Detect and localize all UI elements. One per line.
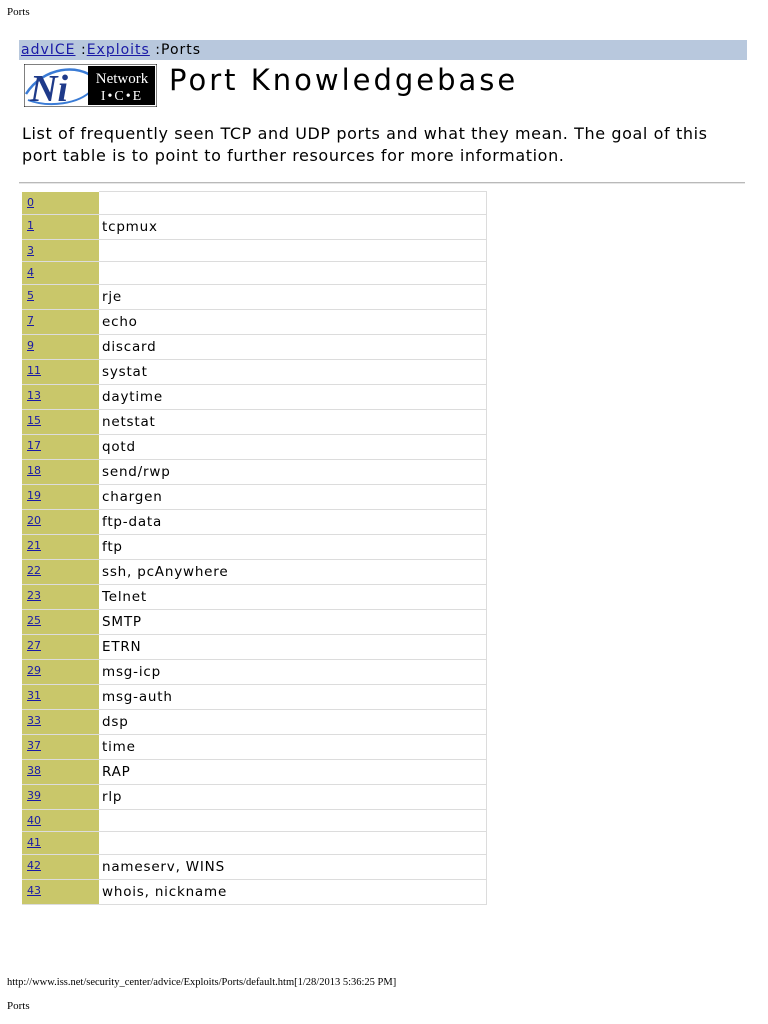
port-link[interactable]: 23 <box>27 588 41 602</box>
port-service-cell: qotd <box>99 434 487 459</box>
port-service-cell: whois, nickname <box>99 879 487 904</box>
table-row <box>22 359 487 384</box>
port-number-cell <box>22 659 99 684</box>
table-row <box>22 192 487 215</box>
port-link[interactable]: 37 <box>27 738 41 752</box>
intro-paragraph: List of frequently seen TCP and UDP ports and what they mean. The goal of this port table is to point to further resources for more information. <box>22 124 708 165</box>
port-number-cell <box>22 309 99 334</box>
port-number-cell <box>22 609 99 634</box>
breadcrumb <box>19 40 747 60</box>
port-link[interactable]: 43 <box>27 883 41 897</box>
port-service-cell: RAP <box>99 759 487 784</box>
port-service-cell: ETRN <box>99 634 487 659</box>
port-service-cell: ssh, pcAnywhere <box>99 559 487 584</box>
table-row <box>22 409 487 434</box>
port-link[interactable]: 21 <box>27 538 41 552</box>
port-service-cell: dsp <box>99 709 487 734</box>
table-row <box>22 262 487 285</box>
port-number-cell <box>22 879 99 904</box>
page-title: Port Knowledgebase <box>169 63 519 97</box>
breadcrumb-separator: : <box>149 42 162 58</box>
port-number-cell <box>22 509 99 534</box>
port-number-cell <box>22 284 99 309</box>
print-footer-title: Ports <box>7 1000 30 1012</box>
port-number-cell <box>22 734 99 759</box>
table-row <box>22 879 487 904</box>
table-row <box>22 309 487 334</box>
port-link[interactable]: 17 <box>27 438 41 452</box>
table-row <box>22 284 487 309</box>
port-number-cell <box>22 759 99 784</box>
port-service-cell <box>99 239 487 262</box>
port-service-cell: msg-auth <box>99 684 487 709</box>
table-row <box>22 534 487 559</box>
port-number-cell <box>22 684 99 709</box>
port-service-cell: systat <box>99 359 487 384</box>
table-row <box>22 759 487 784</box>
horizontal-rule <box>19 182 745 184</box>
port-table <box>22 191 487 905</box>
port-service-cell: SMTP <box>99 609 487 634</box>
port-service-cell: send/rwp <box>99 459 487 484</box>
port-service-cell: chargen <box>99 484 487 509</box>
port-service-cell: ftp-data <box>99 509 487 534</box>
table-row <box>22 509 487 534</box>
port-link[interactable]: 29 <box>27 663 41 677</box>
table-row <box>22 809 487 832</box>
logo-word-network: Network <box>95 71 149 87</box>
table-row <box>22 334 487 359</box>
table-row <box>22 659 487 684</box>
port-number-cell <box>22 584 99 609</box>
port-service-cell: nameserv, WINS <box>99 854 487 879</box>
table-row <box>22 459 487 484</box>
table-row <box>22 484 487 509</box>
port-link[interactable]: 15 <box>27 413 41 427</box>
port-link[interactable]: 19 <box>27 488 41 502</box>
port-number-cell <box>22 709 99 734</box>
port-number-cell <box>22 832 99 855</box>
port-link[interactable]: 4 <box>27 266 34 279</box>
port-service-cell: rlp <box>99 784 487 809</box>
port-number-cell <box>22 262 99 285</box>
port-link[interactable]: 40 <box>27 813 41 827</box>
port-link[interactable]: 41 <box>27 836 41 849</box>
breadcrumb-separator: : <box>75 42 87 58</box>
port-number-cell <box>22 634 99 659</box>
port-link[interactable]: 38 <box>27 763 41 777</box>
port-link[interactable]: 0 <box>27 195 34 209</box>
table-row <box>22 434 487 459</box>
table-row <box>22 854 487 879</box>
port-service-cell: daytime <box>99 384 487 409</box>
port-service-cell: tcpmux <box>99 214 487 239</box>
port-service-cell: rje <box>99 284 487 309</box>
port-link[interactable]: 18 <box>27 463 41 477</box>
port-service-cell <box>99 192 487 215</box>
table-row <box>22 609 487 634</box>
port-number-cell <box>22 459 99 484</box>
port-link[interactable]: 5 <box>27 288 34 302</box>
table-row <box>22 214 487 239</box>
logo-word-ice: I•C•E <box>100 89 144 104</box>
port-link[interactable]: 22 <box>27 563 41 577</box>
port-number-cell <box>22 559 99 584</box>
port-link[interactable]: 39 <box>27 788 41 802</box>
port-number-cell <box>22 784 99 809</box>
port-link[interactable]: 9 <box>27 338 34 352</box>
port-number-cell <box>22 534 99 559</box>
table-row <box>22 559 487 584</box>
port-number-cell <box>22 359 99 384</box>
port-number-cell <box>22 334 99 359</box>
table-row <box>22 709 487 734</box>
port-link[interactable]: 11 <box>27 363 41 377</box>
port-service-cell: echo <box>99 309 487 334</box>
port-service-cell <box>99 262 487 285</box>
port-link[interactable]: 13 <box>27 388 41 402</box>
print-footer-url: http://www.iss.net/security_center/advice/Exploits/Ports/default.htm[1/28/2013 5:36:25 PM] <box>7 977 397 988</box>
port-number-cell <box>22 484 99 509</box>
breadcrumb-advice-link[interactable]: advICE <box>21 42 76 58</box>
port-link[interactable]: 7 <box>27 313 34 327</box>
port-link[interactable]: 3 <box>27 243 34 257</box>
table-row <box>22 634 487 659</box>
table-row <box>22 239 487 262</box>
table-row <box>22 832 487 855</box>
port-number-cell <box>22 239 99 262</box>
port-number-cell <box>22 214 99 239</box>
port-number-cell <box>22 854 99 879</box>
port-service-cell: time <box>99 734 487 759</box>
port-service-cell: msg-icp <box>99 659 487 684</box>
port-service-cell: Telnet <box>99 584 487 609</box>
port-number-cell <box>22 384 99 409</box>
print-header: Ports <box>7 6 30 18</box>
port-link[interactable]: 33 <box>27 713 41 727</box>
port-number-cell <box>22 434 99 459</box>
table-row <box>22 584 487 609</box>
port-link[interactable]: 27 <box>27 638 41 652</box>
network-ice-logo <box>24 64 157 107</box>
port-link[interactable]: 1 <box>27 218 34 232</box>
table-row <box>22 784 487 809</box>
logo-letters: Ni <box>30 68 68 107</box>
port-link[interactable]: 42 <box>27 858 41 872</box>
port-link[interactable]: 31 <box>27 688 41 702</box>
port-number-cell <box>22 409 99 434</box>
port-service-cell <box>99 809 487 832</box>
port-service-cell: ftp <box>99 534 487 559</box>
port-service-cell: netstat <box>99 409 487 434</box>
table-row <box>22 384 487 409</box>
port-service-cell: discard <box>99 334 487 359</box>
port-link[interactable]: 25 <box>27 613 41 627</box>
port-service-cell <box>99 832 487 855</box>
table-row <box>22 734 487 759</box>
table-row <box>22 684 487 709</box>
port-number-cell <box>22 809 99 832</box>
port-link[interactable]: 20 <box>27 513 41 527</box>
port-number-cell <box>22 192 99 215</box>
breadcrumb-exploits-link[interactable]: Exploits <box>86 42 150 58</box>
breadcrumb-current: Ports <box>161 42 202 58</box>
